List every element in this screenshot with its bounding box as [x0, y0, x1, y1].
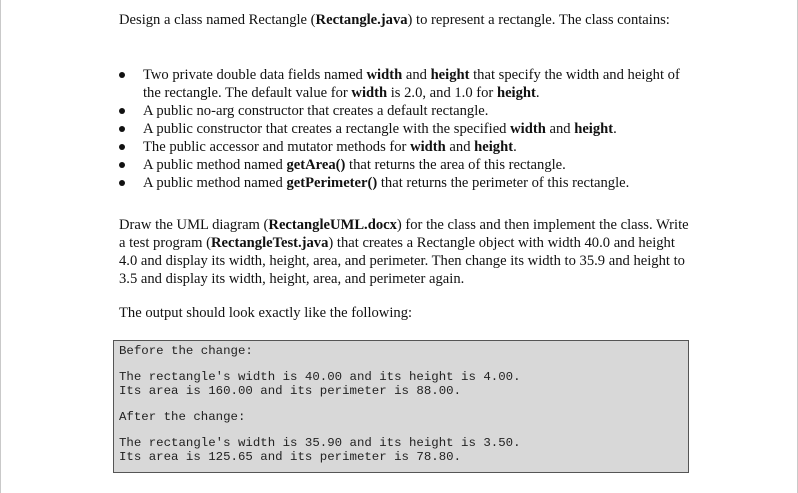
list-item-text: A public no-arg constructor that creates a default rectangle. [143, 103, 489, 119]
bullet-icon [119, 108, 125, 114]
list-item [119, 66, 694, 102]
list-item [119, 156, 694, 174]
sample-output-box [113, 340, 689, 473]
instructions-text: ) that creates a Rectangle object with width 40.0 and height 4.0 and display its width, height, area, and perimeter. Then change its width to 35.9 and height to 3.5 and display its width, height, area, and perimeter again. [119, 235, 685, 287]
list-item-bold: width [510, 121, 546, 137]
test-filename: RectangleTest.java [211, 235, 329, 251]
list-item [119, 174, 694, 192]
instructions-text: Draw the UML diagram ( [119, 217, 269, 233]
bullet-icon [119, 162, 125, 168]
instructions-text: ) for the class and then implement the class. Write a test program ( [119, 217, 689, 251]
intro-text: ) to represent a rectangle. The class contains: [407, 12, 670, 28]
list-item-text: . [535, 85, 540, 101]
requirements-list [119, 66, 694, 192]
list-item-text: that returns the area of this rectangle. [345, 157, 566, 173]
spacer [119, 358, 688, 370]
list-item-text: The public accessor and mutator methods for [143, 139, 411, 155]
bullet-icon [119, 72, 125, 78]
list-item-bold: height [474, 139, 514, 155]
output-intro: The output should look exactly like the following: [119, 305, 413, 321]
spacer [119, 398, 688, 410]
list-item [119, 102, 694, 120]
list-item-text: . [613, 121, 617, 137]
after-label: After the change: [119, 410, 246, 424]
list-item-bold: height [496, 85, 536, 101]
after-area-line: Its area is 125.65 and its perimeter is 78.80. [119, 450, 462, 464]
bullet-icon [119, 144, 125, 150]
document-content [119, 10, 694, 321]
list-item-text: Two private double data fields named [143, 67, 367, 83]
list-item-bold: getArea() [286, 157, 346, 173]
instructions-paragraph [119, 216, 694, 288]
list-item-text: that returns the perimeter of this rectangle. [377, 175, 630, 191]
list-item-bold: width [366, 67, 403, 83]
list-item-text: is 2.0, and 1.0 for [387, 85, 497, 101]
intro-paragraph [119, 11, 694, 29]
list-item-text: and [445, 139, 475, 155]
list-item [119, 138, 694, 156]
list-item-text: A public constructor that creates a rectangle with the specified [143, 121, 511, 137]
after-width-line: The rectangle's width is 35.90 and its height is 3.50. [119, 436, 521, 450]
before-width-line: The rectangle's width is 40.00 and its height is 4.00. [119, 370, 521, 384]
list-item-text: . [513, 139, 517, 155]
bullet-icon [119, 180, 125, 186]
list-item-bold: width [351, 85, 388, 101]
bullet-icon [119, 126, 125, 132]
list-item-bold: width [410, 139, 446, 155]
list-item-bold: height [574, 121, 614, 137]
list-item [119, 120, 694, 138]
intro-filename: Rectangle.java [315, 12, 408, 28]
list-item-text: A public method named [143, 157, 287, 173]
list-item-text: and [545, 121, 575, 137]
list-item-bold: getPerimeter() [286, 175, 378, 191]
intro-text: Design a class named Rectangle ( [119, 12, 316, 28]
spacer [119, 424, 688, 436]
before-label: Before the change: [119, 344, 253, 358]
list-item-text: that specify the width and height of the rectangle. The default value for [143, 67, 680, 101]
before-area-line: Its area is 160.00 and its perimeter is 88.00. [119, 384, 462, 398]
list-item-text: A public method named [143, 175, 287, 191]
list-item-bold: height [430, 67, 470, 83]
uml-filename: RectangleUML.docx [268, 217, 397, 233]
list-item-text: and [402, 67, 431, 83]
